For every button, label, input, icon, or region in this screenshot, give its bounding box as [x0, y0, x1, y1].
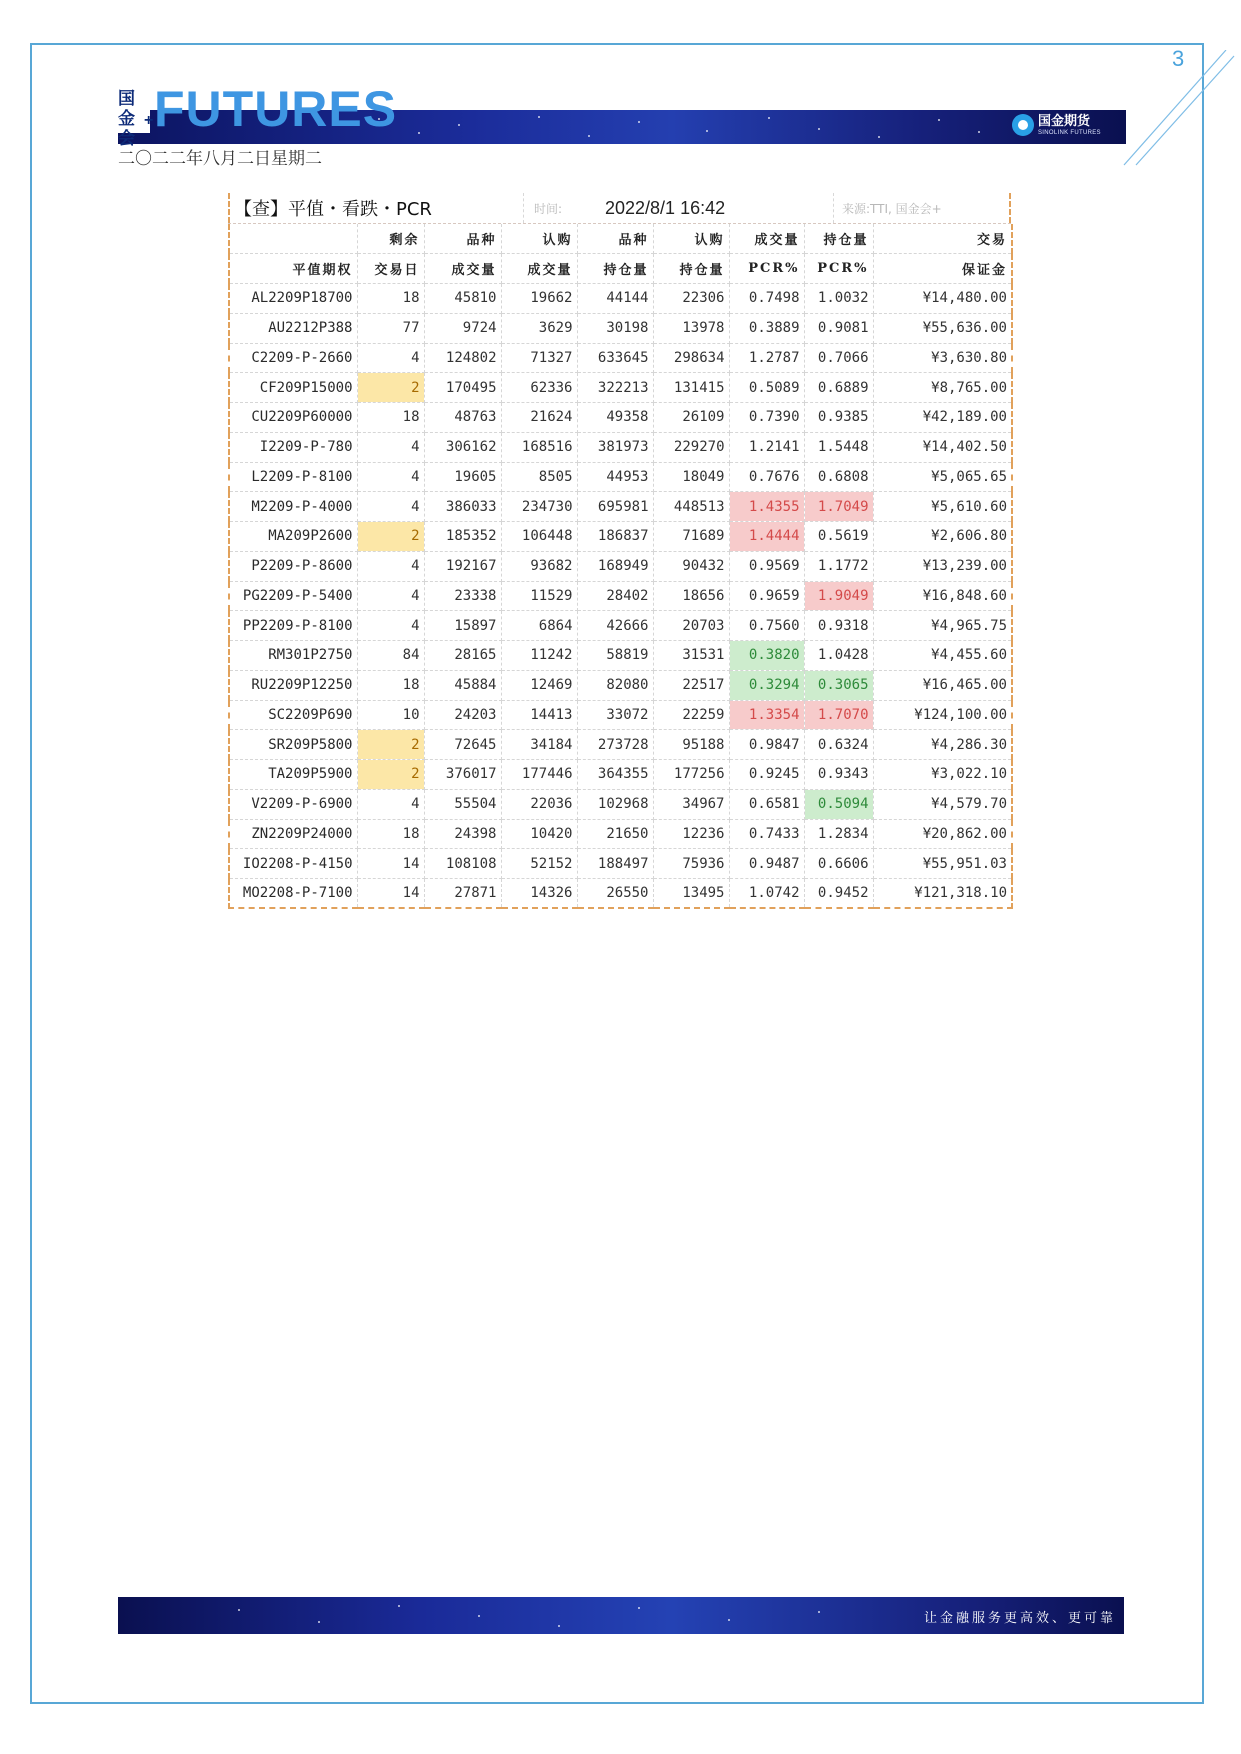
corner-decoration	[1116, 50, 1236, 170]
table-cell: 1.0428	[804, 641, 873, 671]
table-cell: ¥5,610.60	[873, 492, 1012, 522]
table-cell: 2	[357, 522, 424, 552]
logo-chinese: 国金 会	[118, 89, 150, 133]
table-cell: 19605	[424, 462, 501, 492]
table-title: 【查】平值・看跌・PCR	[228, 193, 523, 223]
table-cell: 19662	[501, 284, 577, 314]
table-cell: 12236	[653, 819, 729, 849]
table-cell: 0.9245	[729, 760, 804, 790]
table-row	[229, 730, 1012, 760]
table-cell: 14	[357, 849, 424, 879]
table-cell: 12469	[501, 670, 577, 700]
table-cell: 28402	[577, 581, 653, 611]
table-cell: 0.3065	[804, 670, 873, 700]
report-date: 二〇二二年八月二日星期二	[118, 149, 322, 169]
table-row	[229, 611, 1012, 641]
footer-banner	[118, 1597, 1124, 1634]
table-cell: ¥55,951.03	[873, 849, 1012, 879]
option-symbol-cell: SR209P5800	[229, 730, 357, 760]
table-cell: 30198	[577, 313, 653, 343]
table-cell: 0.7433	[729, 819, 804, 849]
option-symbol-cell: CU2209P60000	[229, 403, 357, 433]
table-cell: ¥20,862.00	[873, 819, 1012, 849]
header-top-cell: 剩余	[357, 224, 424, 254]
table-row	[229, 879, 1012, 909]
table-cell: 381973	[577, 432, 653, 462]
table-cell: 1.5448	[804, 432, 873, 462]
table-cell: 9724	[424, 313, 501, 343]
table-cell: ¥16,465.00	[873, 670, 1012, 700]
header-top-cell: 成交量	[729, 224, 804, 254]
table-cell: ¥8,765.00	[873, 373, 1012, 403]
table-cell: 22306	[653, 284, 729, 314]
table-row	[229, 849, 1012, 879]
time-label: 时间:	[523, 193, 601, 223]
table-cell: 102968	[577, 789, 653, 819]
table-row	[229, 403, 1012, 433]
table-cell: 4	[357, 492, 424, 522]
table-cell: 2	[357, 373, 424, 403]
table-cell: 1.2834	[804, 819, 873, 849]
table-cell: 0.5089	[729, 373, 804, 403]
table-cell: 10	[357, 700, 424, 730]
table-cell: 24398	[424, 819, 501, 849]
table-cell: 14326	[501, 879, 577, 909]
table-cell: 28165	[424, 641, 501, 671]
table-cell: 0.3294	[729, 670, 804, 700]
header-bottom-cell: PCR%	[804, 254, 873, 284]
brand-logo	[1012, 114, 1101, 136]
table-cell: 34967	[653, 789, 729, 819]
table-cell: 448513	[653, 492, 729, 522]
header-bottom-cell: 持仓量	[577, 254, 653, 284]
table-cell: 0.9487	[729, 849, 804, 879]
table-cell: 13978	[653, 313, 729, 343]
table-cell: 695981	[577, 492, 653, 522]
table-cell: ¥4,579.70	[873, 789, 1012, 819]
table-cell: 1.7070	[804, 700, 873, 730]
table-cell: 4	[357, 611, 424, 641]
table-cell: 44144	[577, 284, 653, 314]
table-cell: 0.6808	[804, 462, 873, 492]
table-cell: 1.3354	[729, 700, 804, 730]
table-row	[229, 492, 1012, 522]
table-cell: 386033	[424, 492, 501, 522]
table-cell: 234730	[501, 492, 577, 522]
table-cell: 0.7066	[804, 343, 873, 373]
option-symbol-cell: V2209-P-6900	[229, 789, 357, 819]
header-row-top	[229, 224, 1012, 254]
table-row	[229, 641, 1012, 671]
table-cell: 45810	[424, 284, 501, 314]
table-cell: 186837	[577, 522, 653, 552]
header-top-cell: 认购	[653, 224, 729, 254]
table-cell: 24203	[424, 700, 501, 730]
table-cell: 22259	[653, 700, 729, 730]
table-cell: 229270	[653, 432, 729, 462]
header-top-cell: 品种	[424, 224, 501, 254]
table-cell: 18	[357, 403, 424, 433]
table-cell: 4	[357, 581, 424, 611]
logo-wordmark: FUTURES	[154, 81, 398, 137]
table-cell: ¥14,480.00	[873, 284, 1012, 314]
option-symbol-cell: MO2208-P-7100	[229, 879, 357, 909]
table-cell: 131415	[653, 373, 729, 403]
table-cell: 31531	[653, 641, 729, 671]
table-row	[229, 284, 1012, 314]
table-row	[229, 551, 1012, 581]
table-cell: 0.6324	[804, 730, 873, 760]
header-bottom-cell: 保证金	[873, 254, 1012, 284]
table-cell: 10420	[501, 819, 577, 849]
table-cell: 633645	[577, 343, 653, 373]
source-label: 来源:TTI, 国金会+	[833, 193, 1011, 223]
table-cell: 1.4444	[729, 522, 804, 552]
table-cell: 11529	[501, 581, 577, 611]
option-symbol-cell: PP2209-P-8100	[229, 611, 357, 641]
option-symbol-cell: PG2209-P-5400	[229, 581, 357, 611]
table-cell: 0.7498	[729, 284, 804, 314]
header-top-cell: 认购	[501, 224, 577, 254]
table-cell: 27871	[424, 879, 501, 909]
table-cell: 18656	[653, 581, 729, 611]
table-cell: 0.5094	[804, 789, 873, 819]
table-cell: 82080	[577, 670, 653, 700]
table-cell: ¥2,606.80	[873, 522, 1012, 552]
table-cell: 42666	[577, 611, 653, 641]
table-cell: 90432	[653, 551, 729, 581]
table-cell: 0.9343	[804, 760, 873, 790]
table-cell: 21624	[501, 403, 577, 433]
table-cell: 62336	[501, 373, 577, 403]
table-cell: 0.9452	[804, 879, 873, 909]
option-symbol-cell: CF209P15000	[229, 373, 357, 403]
table-cell: 4	[357, 551, 424, 581]
table-cell: ¥4,286.30	[873, 730, 1012, 760]
header-bottom-cell: 平值期权	[229, 254, 357, 284]
table-row	[229, 522, 1012, 552]
table-cell: 0.9081	[804, 313, 873, 343]
table-cell: 0.9847	[729, 730, 804, 760]
table-cell: 23338	[424, 581, 501, 611]
table-cell: 77	[357, 313, 424, 343]
table-cell: 0.7676	[729, 462, 804, 492]
table-cell: 4	[357, 432, 424, 462]
table-cell: 1.0032	[804, 284, 873, 314]
table-cell: 22517	[653, 670, 729, 700]
option-symbol-cell: RM301P2750	[229, 641, 357, 671]
header-top-cell: 交易	[873, 224, 1012, 254]
table-row	[229, 819, 1012, 849]
table-cell: 0.7390	[729, 403, 804, 433]
table-row	[229, 670, 1012, 700]
table-cell: ¥124,100.00	[873, 700, 1012, 730]
table-cell: 18	[357, 284, 424, 314]
table-cell: 75936	[653, 849, 729, 879]
table-cell: 15897	[424, 611, 501, 641]
table-title-row	[228, 193, 1011, 224]
table-cell: 13495	[653, 879, 729, 909]
table-cell: 1.4355	[729, 492, 804, 522]
option-symbol-cell: M2209-P-4000	[229, 492, 357, 522]
table-cell: 14	[357, 879, 424, 909]
header-top-cell: 品种	[577, 224, 653, 254]
table-cell: 124802	[424, 343, 501, 373]
table-cell: 6864	[501, 611, 577, 641]
option-symbol-cell: C2209-P-2660	[229, 343, 357, 373]
table-cell: 1.0742	[729, 879, 804, 909]
header-bottom-cell: 成交量	[501, 254, 577, 284]
table-cell: 8505	[501, 462, 577, 492]
header-top-cell: 持仓量	[804, 224, 873, 254]
table-cell: 49358	[577, 403, 653, 433]
table-cell: 33072	[577, 700, 653, 730]
table-cell: 0.9659	[729, 581, 804, 611]
table-cell: 18	[357, 819, 424, 849]
table-cell: 0.6581	[729, 789, 804, 819]
table-cell: 168949	[577, 551, 653, 581]
table-cell: 0.7560	[729, 611, 804, 641]
header-bottom-cell: PCR%	[729, 254, 804, 284]
table-cell: 4	[357, 789, 424, 819]
table-cell: ¥13,239.00	[873, 551, 1012, 581]
header-bottom-cell: 交易日	[357, 254, 424, 284]
table-cell: 0.6889	[804, 373, 873, 403]
table-cell: 0.3889	[729, 313, 804, 343]
table-cell: 177256	[653, 760, 729, 790]
table-row	[229, 432, 1012, 462]
table-cell: ¥14,402.50	[873, 432, 1012, 462]
table-cell: 4	[357, 462, 424, 492]
table-cell: ¥5,065.65	[873, 462, 1012, 492]
table-cell: 84	[357, 641, 424, 671]
table-cell: 1.7049	[804, 492, 873, 522]
table-cell: ¥3,630.80	[873, 343, 1012, 373]
table-cell: 55504	[424, 789, 501, 819]
table-cell: 14413	[501, 700, 577, 730]
table-row	[229, 789, 1012, 819]
table-cell: 0.6606	[804, 849, 873, 879]
table-header	[229, 224, 1012, 284]
table-cell: 1.9049	[804, 581, 873, 611]
table-cell: 0.5619	[804, 522, 873, 552]
table-cell: 18	[357, 670, 424, 700]
table-cell: 106448	[501, 522, 577, 552]
table-cell: 376017	[424, 760, 501, 790]
table-row	[229, 760, 1012, 790]
logo-plus: +	[144, 112, 154, 129]
table-row	[229, 373, 1012, 403]
table-cell: 34184	[501, 730, 577, 760]
option-symbol-cell: RU2209P12250	[229, 670, 357, 700]
table-cell: 4	[357, 343, 424, 373]
table-cell: 52152	[501, 849, 577, 879]
footer-slogan: 让金融服务更高效、更可靠	[923, 1611, 1116, 1626]
table-cell: 18049	[653, 462, 729, 492]
table-cell: 0.9385	[804, 403, 873, 433]
table-cell: 71689	[653, 522, 729, 552]
header-top-cell	[229, 224, 357, 254]
table-cell: 2	[357, 760, 424, 790]
table-cell: ¥42,189.00	[873, 403, 1012, 433]
table-cell: 170495	[424, 373, 501, 403]
table-cell: 0.9569	[729, 551, 804, 581]
page-number: 3	[1172, 46, 1185, 71]
table-cell: 168516	[501, 432, 577, 462]
table-cell: 273728	[577, 730, 653, 760]
table-cell: 188497	[577, 849, 653, 879]
table-cell: ¥3,022.10	[873, 760, 1012, 790]
option-symbol-cell: IO2208-P-4150	[229, 849, 357, 879]
option-symbol-cell: L2209-P-8100	[229, 462, 357, 492]
time-value: 2022/8/1 16:42	[605, 197, 726, 218]
table-cell: 93682	[501, 551, 577, 581]
table-cell: 45884	[424, 670, 501, 700]
table-cell: 26109	[653, 403, 729, 433]
brand-name-cn: 国金期货	[1038, 113, 1091, 129]
table-cell: 0.9318	[804, 611, 873, 641]
table-row	[229, 462, 1012, 492]
table-cell: ¥55,636.00	[873, 313, 1012, 343]
header-bottom-cell: 成交量	[424, 254, 501, 284]
table-cell: 1.1772	[804, 551, 873, 581]
table-cell: 364355	[577, 760, 653, 790]
table-row	[229, 343, 1012, 373]
table-row	[229, 581, 1012, 611]
table-cell: 298634	[653, 343, 729, 373]
table-cell: ¥4,455.60	[873, 641, 1012, 671]
table-cell: 11242	[501, 641, 577, 671]
header-bottom-cell: 持仓量	[653, 254, 729, 284]
table-cell: 306162	[424, 432, 501, 462]
table-cell: 2	[357, 730, 424, 760]
option-symbol-cell: MA209P2600	[229, 522, 357, 552]
table-cell: 21650	[577, 819, 653, 849]
brand-name-en: SINOLINK FUTURES	[1038, 129, 1101, 136]
option-symbol-cell: AL2209P18700	[229, 284, 357, 314]
table-cell: 177446	[501, 760, 577, 790]
table-cell: ¥4,965.75	[873, 611, 1012, 641]
header-row-bottom	[229, 254, 1012, 284]
table-cell: 1.2141	[729, 432, 804, 462]
table-body	[229, 284, 1012, 909]
table-cell: 3629	[501, 313, 577, 343]
table-cell: 44953	[577, 462, 653, 492]
option-symbol-cell: SC2209P690	[229, 700, 357, 730]
option-symbol-cell: AU2212P388	[229, 313, 357, 343]
option-symbol-cell: TA209P5900	[229, 760, 357, 790]
table-cell: 95188	[653, 730, 729, 760]
table-cell: 58819	[577, 641, 653, 671]
table-cell: 0.3820	[729, 641, 804, 671]
table-cell: ¥16,848.60	[873, 581, 1012, 611]
table-cell: 72645	[424, 730, 501, 760]
table-cell: 108108	[424, 849, 501, 879]
pcr-table	[228, 224, 1013, 909]
table-cell: 185352	[424, 522, 501, 552]
table-row	[229, 313, 1012, 343]
table-cell: 22036	[501, 789, 577, 819]
option-symbol-cell: I2209-P-780	[229, 432, 357, 462]
table-cell: 1.2787	[729, 343, 804, 373]
table-cell: 71327	[501, 343, 577, 373]
table-cell: 26550	[577, 879, 653, 909]
option-symbol-cell: ZN2209P24000	[229, 819, 357, 849]
table-cell: 48763	[424, 403, 501, 433]
option-symbol-cell: P2209-P-8600	[229, 551, 357, 581]
table-row	[229, 700, 1012, 730]
table-cell: 192167	[424, 551, 501, 581]
brand-logo-icon	[1012, 114, 1034, 136]
pcr-table-snapshot	[228, 193, 1011, 909]
table-cell: 322213	[577, 373, 653, 403]
table-cell: ¥121,318.10	[873, 879, 1012, 909]
table-cell: 20703	[653, 611, 729, 641]
